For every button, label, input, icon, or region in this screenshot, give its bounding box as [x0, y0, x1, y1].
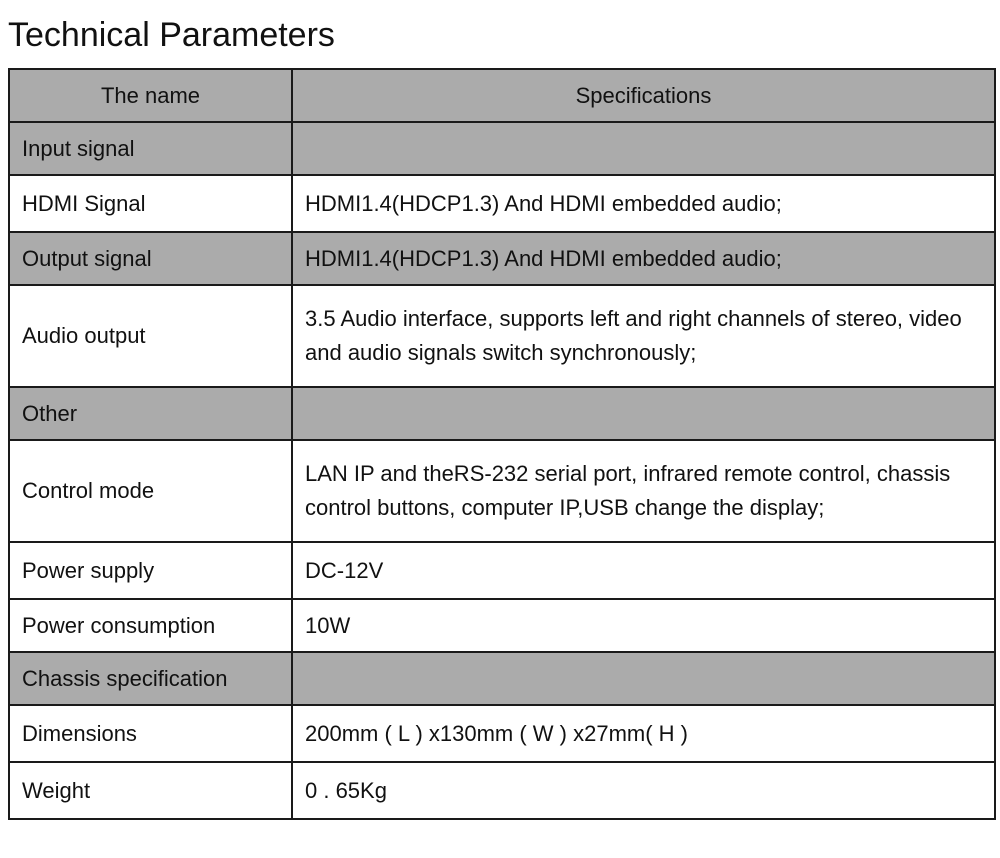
row-spec: DC-12V — [292, 542, 995, 599]
page-title: Technical Parameters — [8, 16, 335, 54]
row-name: Power consumption — [9, 599, 292, 652]
row-name: Input signal — [9, 122, 292, 175]
row-name: Audio output — [9, 285, 292, 387]
table-row-power-consumption — [9, 599, 995, 652]
row-spec — [292, 387, 995, 440]
row-spec — [292, 652, 995, 705]
table-row-weight — [9, 762, 995, 819]
row-spec: 200mm ( L ) x130mm ( W ) x27mm( H ) — [292, 705, 995, 762]
row-spec: LAN IP and theRS-232 serial port, infrared remote control, chassis control buttons, computer IP,USB change the display; — [292, 440, 995, 542]
technical-parameters-table — [8, 68, 996, 820]
row-spec: 10W — [292, 599, 995, 652]
table-header-row — [9, 69, 995, 122]
row-spec: 0 . 65Kg — [292, 762, 995, 819]
table-row-dimensions — [9, 705, 995, 762]
row-name: Dimensions — [9, 705, 292, 762]
row-name: Weight — [9, 762, 292, 819]
row-name: HDMI Signal — [9, 175, 292, 232]
row-name: Other — [9, 387, 292, 440]
row-spec — [292, 122, 995, 175]
table-row-hdmi-signal — [9, 175, 995, 232]
table-row-power-supply — [9, 542, 995, 599]
row-spec: HDMI1.4(HDCP1.3) And HDMI embedded audio; — [292, 232, 995, 285]
row-name: Power supply — [9, 542, 292, 599]
row-spec: 3.5 Audio interface, supports left and right channels of stereo, video and audio signals switch synchronously; — [292, 285, 995, 387]
column-header-specifications: Specifications — [292, 69, 995, 122]
table-row-audio-output — [9, 285, 995, 387]
section-row-chassis-specification — [9, 652, 995, 705]
row-name: Control mode — [9, 440, 292, 542]
row-spec: HDMI1.4(HDCP1.3) And HDMI embedded audio; — [292, 175, 995, 232]
section-row-input-signal — [9, 122, 995, 175]
table-row-output-signal — [9, 232, 995, 285]
column-header-name: The name — [9, 69, 292, 122]
row-name: Chassis specification — [9, 652, 292, 705]
table-row-control-mode — [9, 440, 995, 542]
section-row-other — [9, 387, 995, 440]
row-name: Output signal — [9, 232, 292, 285]
